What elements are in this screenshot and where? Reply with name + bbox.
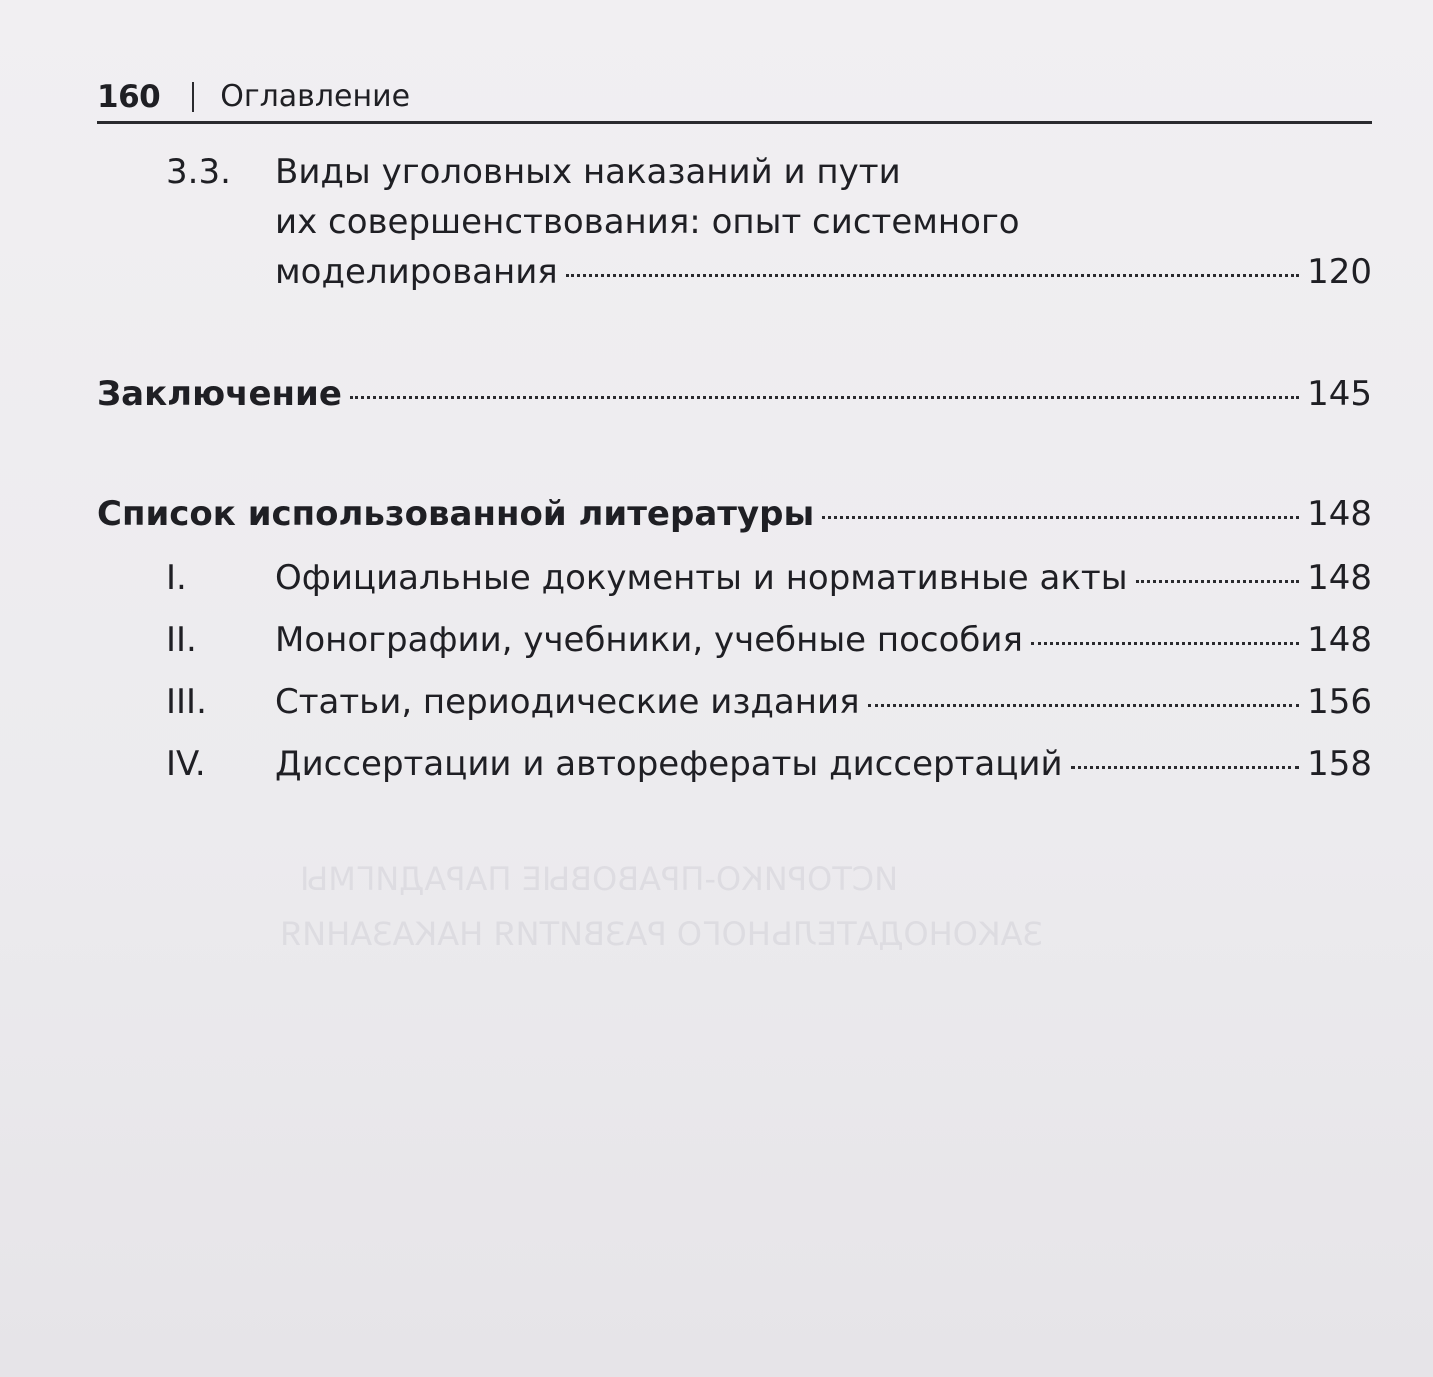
toc-item-title-line: Виды уголовных наказаний и пути	[275, 152, 901, 192]
toc-item-references[interactable]	[97, 492, 1372, 536]
toc-item-title-line: моделирования	[275, 252, 558, 292]
toc-subitem-title: Диссертации и авторефераты диссертаций	[275, 744, 1063, 784]
toc-page-number: 148	[1307, 620, 1372, 660]
toc-item-title: Список использованной литературы	[97, 494, 815, 534]
toc-subitem-number: III.	[166, 682, 207, 722]
toc-page-number: 156	[1307, 682, 1372, 722]
toc-subitem-dissertations[interactable]	[275, 742, 1372, 786]
toc-subitem-monographs[interactable]	[275, 618, 1372, 662]
toc-subitem-title: Официальные документы и нормативные акты	[275, 558, 1128, 598]
toc-item-title: Заключение	[97, 374, 342, 414]
header-separator	[192, 82, 194, 112]
bleed-through-decoration: ЗАКОНОДАТЕЛЬНОГО РАЗВИТИЯ НАКАЗАНИЯ	[280, 915, 1044, 953]
toc-item-number: 3.3.	[166, 152, 231, 192]
bleed-through-decoration: ИСТОРИКО-ПРАВОВЫЕ ПАРАДИГМЫ	[300, 860, 899, 898]
toc-page-number: 148	[1307, 494, 1372, 534]
toc-subitem-number: IV.	[166, 744, 206, 784]
toc-item-conclusion[interactable]	[97, 372, 1372, 416]
toc-page-number: 158	[1307, 744, 1372, 784]
toc-subitem-articles[interactable]	[275, 680, 1372, 724]
dot-leader	[822, 516, 1299, 519]
toc-subitem-number: II.	[166, 620, 197, 660]
toc-subitem-number: I.	[166, 558, 187, 598]
page-header	[97, 72, 1372, 124]
toc-page-number: 148	[1307, 558, 1372, 598]
toc-item-title-line: их совершенствования: опыт системного	[275, 202, 1020, 242]
toc-item-3-3[interactable]	[275, 250, 1372, 294]
dot-leader	[868, 704, 1300, 707]
toc-subitem-title: Монографии, учебники, учебные пособия	[275, 620, 1023, 660]
header-section-title: Оглавление	[220, 79, 411, 114]
page-number: 160	[97, 78, 161, 115]
toc-page-number: 120	[1307, 252, 1372, 292]
dot-leader	[1071, 766, 1300, 769]
toc-subitem-official-documents[interactable]	[275, 556, 1372, 600]
dot-leader	[1136, 580, 1300, 583]
dot-leader	[566, 274, 1299, 277]
dot-leader	[350, 396, 1299, 399]
toc-subitem-title: Статьи, периодические издания	[275, 682, 860, 722]
dot-leader	[1031, 642, 1299, 645]
toc-page-number: 145	[1307, 374, 1372, 414]
